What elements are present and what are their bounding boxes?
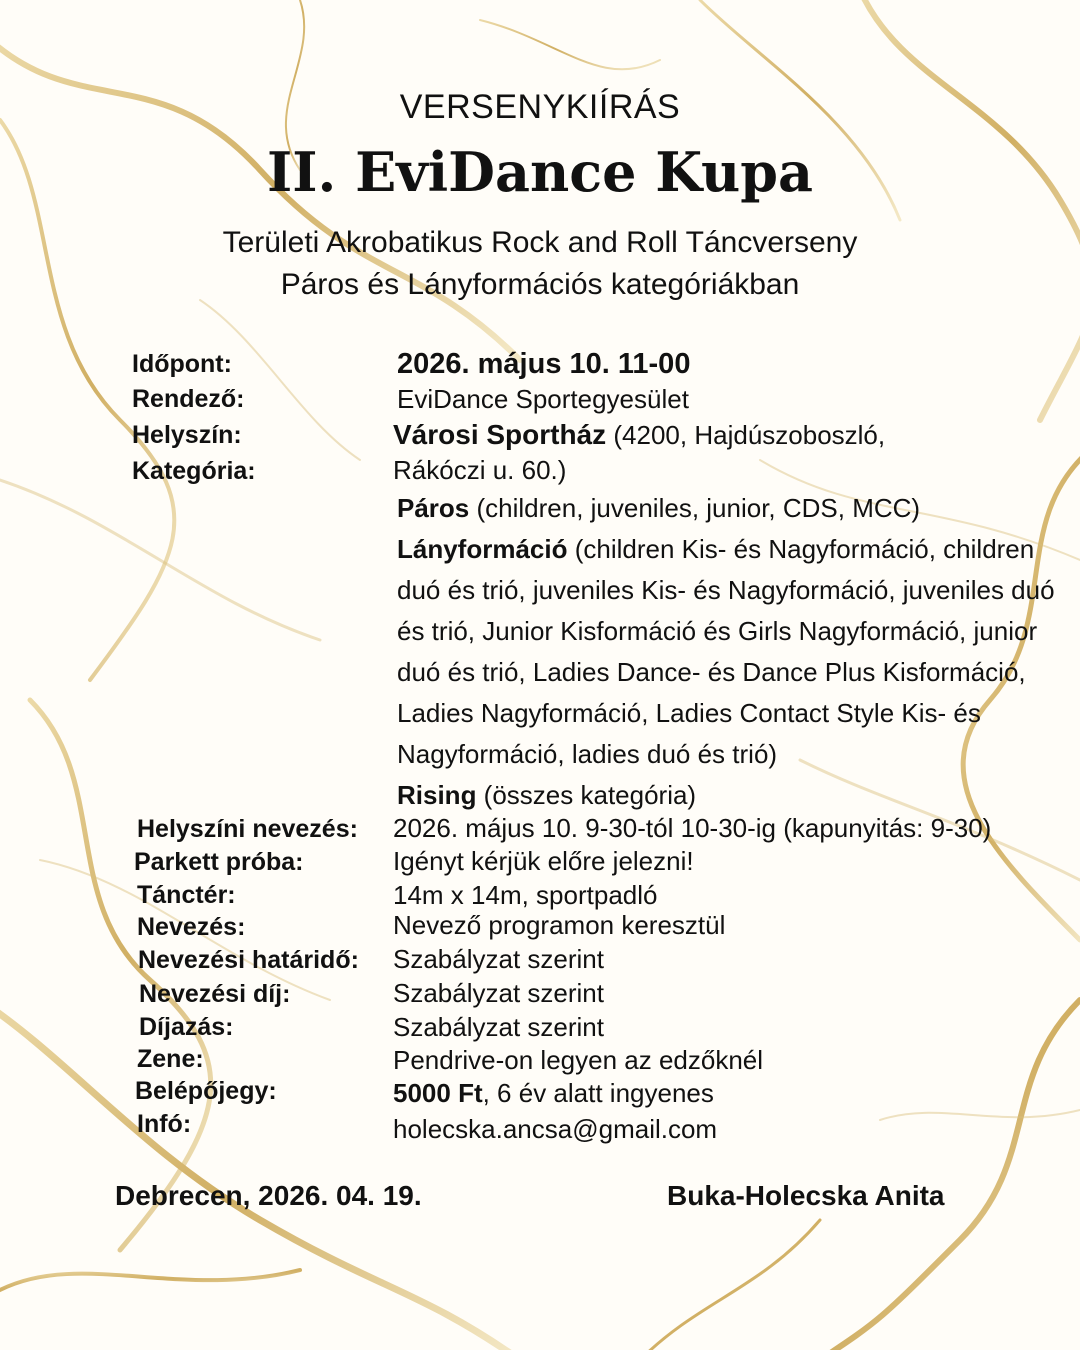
tancter-value: 14m x 14m, sportpadló — [393, 880, 658, 910]
subtitle-line-1: Területi Akrobatikus Rock and Roll Táncverseny — [222, 226, 858, 259]
hatarido-label: Nevezési határidő: — [138, 946, 359, 974]
helyszin-venue: Városi Sportház — [393, 419, 607, 450]
rendezo-value: EviDance Sportegyesület — [397, 384, 689, 414]
helyszin-address-1: (4200, Hajdúszoboszló, — [606, 420, 886, 450]
helyszini-nevezes-value: 2026. május 10. 9-30-tól 10-30-ig (kapunyitás: 9-30) — [393, 813, 992, 843]
category-name: Rising — [397, 780, 477, 810]
parkett-value: Igényt kérjük előre jelezni! — [393, 846, 694, 876]
category-desc: (children Kis- és Nagyformáció, children duó és trió, juveniles Kis- és Nagyformáció, juveniles duó és trió, Junior Kisformáció és Girls Nagyformáció, junior duó és trió, Ladies Dance- és Dance Plus Kisformáció, Ladies Nagyformáció, Ladies Contact Style Kis- és Nagyformáció, ladies duó és trió) — [397, 534, 1055, 769]
dij-value: Szabályzat szerint — [393, 978, 604, 1008]
zene-value: Pendrive-on legyen az edzőknél — [393, 1045, 764, 1075]
idopont-value: 2026. május 10. 11-00 — [397, 348, 691, 380]
footer-place-date: Debrecen, 2026. 04. 19. — [115, 1180, 422, 1211]
dijazas-value: Szabályzat szerint — [393, 1012, 604, 1042]
nevezes-label: Nevezés: — [137, 913, 246, 941]
category-desc: (children, juveniles, junior, CDS, MCC) — [469, 493, 921, 523]
footer-signature: Buka-Holecska Anita — [667, 1180, 945, 1211]
page-title: II. EviDance Kupa — [266, 140, 814, 204]
dij-label: Nevezési díj: — [139, 980, 291, 1008]
dijazas-label: Díjazás: — [139, 1013, 234, 1041]
belepo-price: 5000 Ft — [393, 1078, 483, 1108]
tancter-label: Tánctér: — [137, 881, 236, 909]
kategoria-label: Kategória: — [132, 457, 256, 485]
category-name: Páros — [397, 493, 470, 523]
category-desc: (összes kategória) — [476, 780, 697, 810]
hatarido-value: Szabályzat szerint — [393, 944, 604, 974]
belepo-value — [393, 1078, 714, 1109]
category-lanyformacio — [397, 529, 1057, 775]
belepo-label: Belépőjegy: — [135, 1077, 277, 1105]
rendezo-label: Rendező: — [132, 385, 245, 413]
zene-label: Zene: — [137, 1045, 204, 1073]
info-email[interactable]: holecska.ancsa@gmail.com — [393, 1114, 718, 1144]
header-kicker: VERSENYKIÍRÁS — [399, 88, 681, 126]
subtitle-line-2: Páros és Lányformációs kategóriákban — [280, 268, 800, 301]
nevezes-value: Nevező programon keresztül — [393, 910, 726, 940]
helyszini-nevezes-label: Helyszíni nevezés: — [137, 815, 358, 843]
category-name: Lányformáció — [397, 534, 568, 564]
category-rising — [397, 775, 1057, 816]
info-label: Infó: — [137, 1110, 192, 1138]
helyszin-label: Helyszín: — [132, 421, 242, 449]
idopont-label: Időpont: — [132, 350, 232, 378]
parkett-label: Parkett próba: — [134, 848, 304, 876]
helyszin-value — [393, 419, 885, 451]
helyszin-address-2: Rákóczi u. 60.) — [393, 455, 567, 485]
category-paros — [397, 488, 1057, 529]
belepo-rest: , 6 év alatt ingyenes — [482, 1078, 714, 1108]
